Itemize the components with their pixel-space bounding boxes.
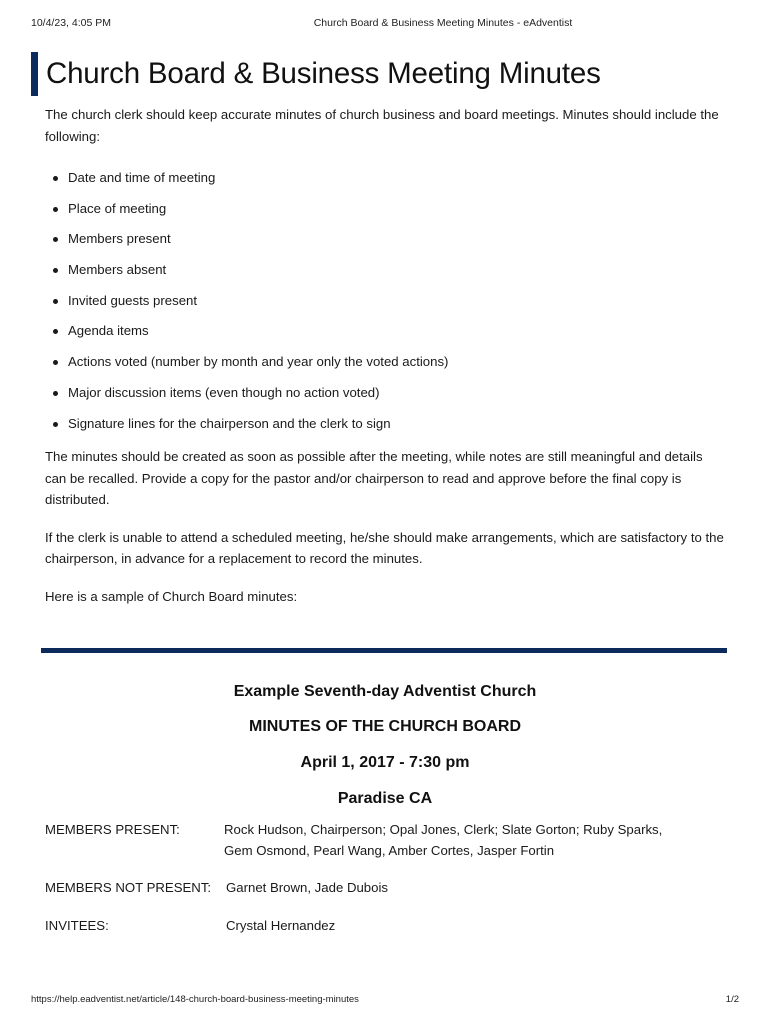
members-not-present-label: MEMBERS NOT PRESENT:: [45, 880, 212, 895]
list-item: Invited guests present: [68, 290, 727, 321]
replacement-paragraph: If the clerk is unable to attend a scheduled meeting, he/she should make arrangements, which are satisfactory to the chairperson, in advance for a replacement to record the minutes.: [45, 529, 724, 567]
print-footer-url: https://help.eadventist.net/article/148-church-board-business-meeting-minutes: [31, 994, 359, 1005]
list-item: Actions voted (number by month and year only the voted actions): [68, 351, 727, 382]
members-present-value: [224, 819, 662, 861]
print-page-title: Church Board & Business Meeting Minutes - eAdventist: [313, 17, 573, 29]
sample-datetime: April 1, 2017 - 7:30 pm: [300, 754, 470, 771]
sample-intro-paragraph: Here is a sample of Church Board minutes:: [45, 588, 298, 604]
sample-church-name: Example Seventh-day Adventist Church: [233, 683, 537, 700]
invitees-value: Crystal Hernandez: [226, 918, 336, 933]
members-present-line-1: Rock Hudson, Chairperson; Opal Jones, Clerk; Slate Gorton; Ruby Sparks,: [224, 822, 663, 837]
section-divider: [41, 648, 727, 653]
sample-location: Paradise CA: [337, 790, 433, 807]
members-present-line-2: Gem Osmond, Pearl Wang, Amber Cortes, Jasper Fortin: [224, 843, 555, 858]
timing-paragraph: The minutes should be created as soon as possible after the meeting, while notes are still meaningful and details can be recalled. Provide a copy for the pastor and/or chairperson to read and approve before the final copy is distributed.: [45, 449, 703, 508]
intro-paragraph: The church clerk should keep accurate minutes of church business and board meetings. Minutes should include the following:: [45, 107, 719, 144]
requirements-list: [45, 167, 727, 443]
list-item: Date and time of meeting: [68, 167, 727, 198]
list-item: Place of meeting: [68, 198, 727, 229]
list-item: Members absent: [68, 259, 727, 290]
article-body: [45, 104, 727, 607]
list-item: Members present: [68, 228, 727, 259]
invitees-label: INVITEES:: [45, 918, 109, 933]
print-page-number: 1/2: [725, 994, 739, 1005]
list-item: Signature lines for the chairperson and the clerk to sign: [68, 413, 727, 444]
list-item: Agenda items: [68, 320, 727, 351]
article-title: Church Board & Business Meeting Minutes: [46, 57, 601, 90]
print-datetime: 10/4/23, 4:05 PM: [31, 17, 111, 29]
list-item: Major discussion items (even though no action voted): [68, 382, 727, 413]
members-present-label: MEMBERS PRESENT:: [45, 822, 180, 837]
title-accent-bar: [31, 52, 38, 96]
sample-heading: MINUTES OF THE CHURCH BOARD: [249, 718, 521, 735]
members-not-present-value: Garnet Brown, Jade Dubois: [226, 880, 388, 895]
article-title-block: [31, 52, 601, 96]
